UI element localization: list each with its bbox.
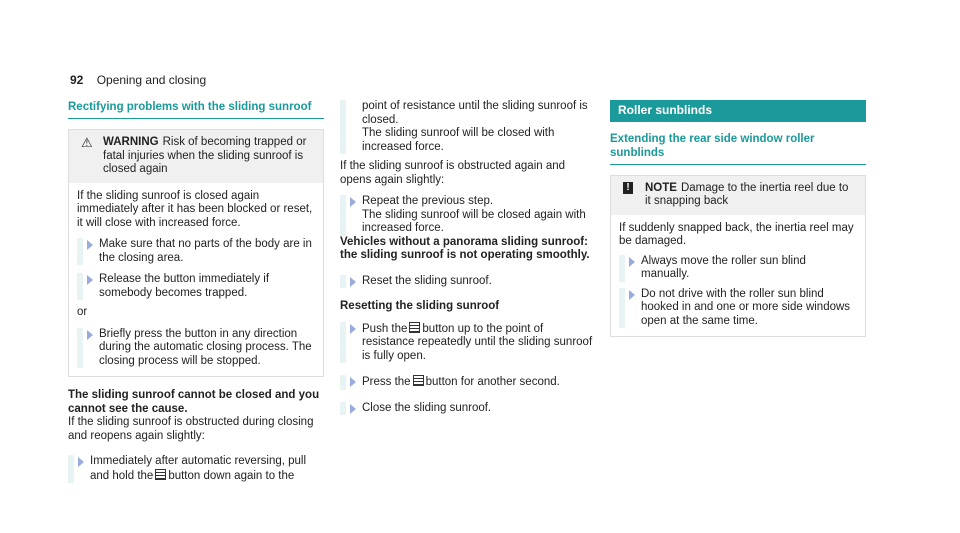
sub-heading: The sliding sunroof cannot be closed and you cannot see the cause. <box>68 389 320 415</box>
section-heading: Extending the rear side window roller sunblinds <box>610 132 866 165</box>
warning-text: If the sliding sunroof is closed again immediately after it has been blocked or reset, it will close with increased force. <box>77 189 313 229</box>
paragraph: If the sliding sunroof is obstructed again and opens again slightly: <box>340 160 566 186</box>
step-arrow-icon <box>87 240 93 250</box>
step-item: Close the sliding sunroof. <box>340 402 596 416</box>
step-item: Release the button immediately if somebody becomes trapped. <box>77 273 315 300</box>
page-number: 92 <box>70 73 84 87</box>
step-item: Briefly press the button in any direction during the automatic closing process. The closing process will be stopped. <box>77 328 315 369</box>
exclamation-icon: ! <box>623 182 633 194</box>
step-item: Repeat the previous step. The sliding sunroof will be closed again with increased force. <box>340 195 596 236</box>
step-arrow-icon <box>87 275 93 285</box>
column-2 <box>340 100 596 415</box>
step-arrow-icon <box>350 277 356 287</box>
step-continuation: point of resistance until the sliding sunroof is closed. The sliding sunroof will be closed with increased force. <box>340 100 596 154</box>
warning-head-text: Risk of becoming trapped or fatal injuries when the sliding sunroof is closed again <box>103 136 307 175</box>
sub-heading: Vehicles without a panorama sliding sunroof: the sliding sunroof is not operating smoothly. <box>340 235 590 261</box>
section-band: Roller sunblinds <box>610 100 866 122</box>
step-item: Immediately after automatic reversing, pull and hold the button down again to the <box>68 455 324 483</box>
note-box <box>610 175 866 338</box>
warning-header <box>69 130 323 183</box>
page-header <box>70 74 206 88</box>
step-arrow-icon <box>629 257 635 267</box>
step-arrow-icon <box>350 324 356 334</box>
paragraph: If the sliding sunroof is obstructed during closing and reopens again slightly: <box>68 416 314 442</box>
step-item: Push the button up to the point of resistance repeatedly until the sliding sunroof is fully open. <box>340 322 596 364</box>
sunroof-button-icon <box>155 469 166 480</box>
sunroof-button-icon <box>413 375 424 386</box>
step-arrow-icon <box>350 197 356 207</box>
warning-box <box>68 129 324 377</box>
step-item: Reset the sliding sunroof. <box>340 275 596 289</box>
step-item: Do not drive with the roller sun blind hooked in and one or more side windows open at the same time. <box>619 288 857 329</box>
step-arrow-icon <box>350 377 356 387</box>
note-head-text: Damage to the inertia reel due to it snapping back <box>645 181 849 207</box>
sub-heading: Resetting the sliding sunroof <box>340 300 500 312</box>
note-text: If suddenly snapped back, the inertia reel may be damaged. <box>619 221 854 247</box>
warning-body <box>69 183 323 377</box>
note-header <box>611 176 865 215</box>
section-heading: Rectifying problems with the sliding sunroof <box>68 100 324 119</box>
step-item: Press the button for another second. <box>340 375 596 390</box>
section-title: Opening and closing <box>96 73 207 87</box>
column-3 <box>610 100 866 337</box>
step-arrow-icon <box>629 290 635 300</box>
sunroof-button-icon <box>409 322 420 333</box>
step-item: Always move the roller sun blind manually. <box>619 255 857 282</box>
note-keyword: NOTE <box>645 181 677 194</box>
note-body <box>611 215 865 337</box>
or-text: or <box>77 306 88 318</box>
step-item: Make sure that no parts of the body are in the closing area. <box>77 238 315 265</box>
step-arrow-icon <box>78 457 84 467</box>
column-1 <box>68 100 324 483</box>
step-arrow-icon <box>87 330 93 340</box>
warning-keyword: WARNING <box>103 136 159 148</box>
step-arrow-icon <box>350 404 356 414</box>
warning-triangle-icon: ⚠ <box>81 135 93 150</box>
